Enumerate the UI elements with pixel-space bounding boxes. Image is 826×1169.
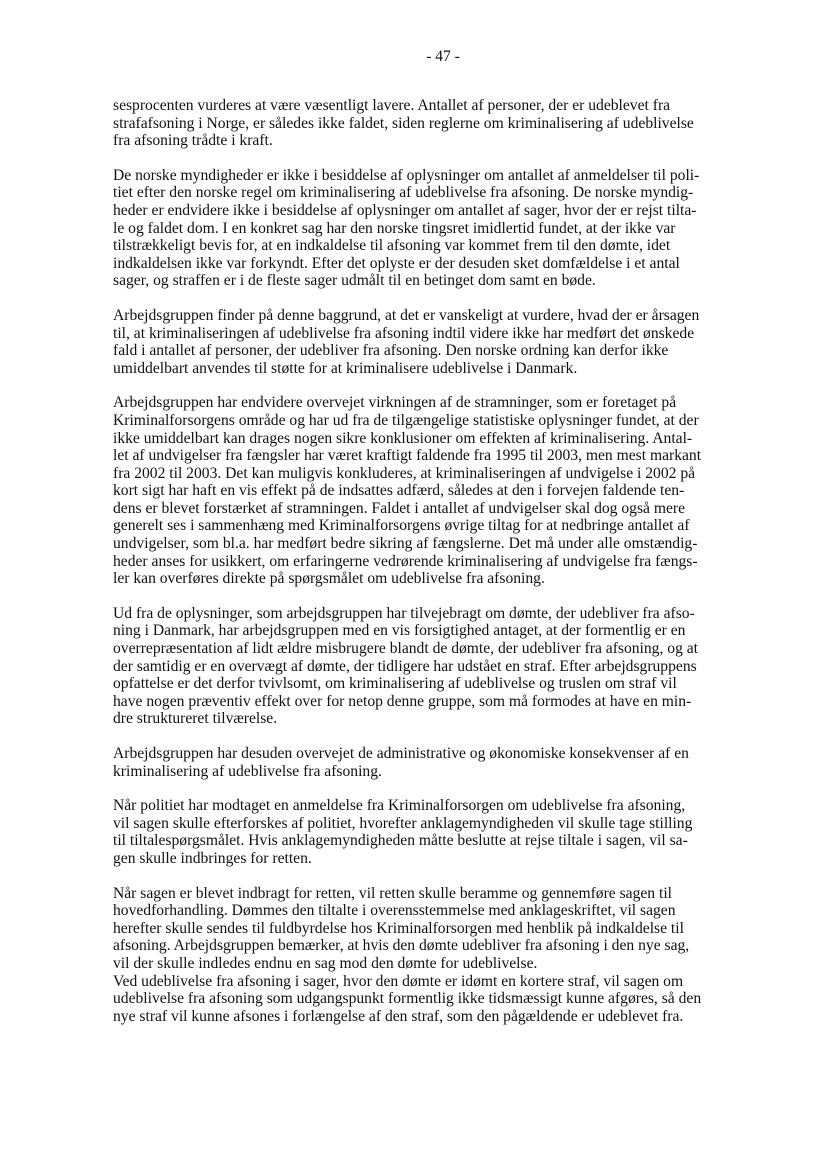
text-line: udeblivelse fra afsoning som udgangspunkt formentlig ikke tidsmæssigt kunne afgøres, så den bbox=[113, 990, 702, 1008]
text-line: ning i Danmark, har arbejdsgruppen med en vis forsigtighed antaget, at der formentlig er en bbox=[113, 622, 686, 640]
paragraph bbox=[113, 973, 745, 1026]
text-line: der samtidig er en overvægt af dømte, der tidligere har udstået en straf. Efter arbejdsgruppens bbox=[113, 657, 697, 675]
text-line: fra afsoning trådte i kraft. bbox=[113, 132, 273, 150]
text-line: tiet efter den norske regel om kriminalisering af udeblivelse fra afsoning. De norske myndig- bbox=[113, 184, 694, 202]
text-line: dre struktureret tilværelse. bbox=[113, 710, 278, 728]
text-line: heder anses for usikkert, om erfaringerne vedrørende kriminalisering af undvigelse fra fængs- bbox=[113, 552, 698, 570]
text-line: kort sigt har haft en vis effekt på de indsattes adfærd, således at den i forvejen faldende ten- bbox=[113, 482, 685, 500]
text-line: Ud fra de oplysninger, som arbejdsgruppen har tilvejebragt om dømte, der udebliver fra afso- bbox=[113, 604, 695, 622]
text-line: hovedforhandling. Dømmes den tiltalte i overensstemmelse med anklageskriftet, vil sagen bbox=[113, 902, 676, 920]
text-line: vil sagen skulle efterforskes af politiet, hvorefter anklagemyndigheden vil skulle tage stilling bbox=[113, 814, 693, 832]
text-line: De norske myndigheder er ikke i besiddelse af oplysninger om antallet af anmeldelser til poli- bbox=[113, 166, 700, 184]
text-line: fald i antallet af personer, der udebliver fra afsoning. Den norske ordning kan derfor ikke bbox=[113, 342, 669, 360]
paragraph bbox=[113, 394, 745, 588]
text-line: have nogen præventiv effekt over for netop denne gruppe, som må formodes at have en min- bbox=[113, 692, 692, 710]
text-line: ikke umiddelbart kan drages nogen sikre konklusioner om effekten af kriminalisering. Antal- bbox=[113, 429, 693, 447]
paragraph bbox=[113, 885, 745, 973]
text-line: opfattelse er det derfor tvivlsomt, om kriminalisering af udeblivelse og truslen om straf vil bbox=[113, 675, 677, 693]
text-line: gen skulle indbringes for retten. bbox=[113, 849, 312, 867]
text-line: Kriminalforsorgens område og har ud fra de tilgængelige statistiske oplysninger fundet, at der bbox=[113, 411, 699, 429]
text-line: til tiltalespørgsmålet. Hvis anklagemyndigheden måtte beslutte at rejse tiltale i sagen, vil sa- bbox=[113, 832, 688, 850]
text-line: Når sagen er blevet indbragt for retten, vil retten skulle beramme og gennemføre sagen til bbox=[113, 884, 672, 902]
text-line: vil der skulle indledes endnu en sag mod den dømte for udeblivelse. bbox=[113, 954, 538, 972]
paragraph bbox=[113, 745, 745, 780]
text-line: ler kan overføres direkte på spørgsmålet om udeblivelse fra afsoning. bbox=[113, 570, 545, 588]
text-line: Arbejdsgruppen finder på denne baggrund, at det er vanskeligt at vurdere, hvad der er årsagen bbox=[113, 306, 700, 324]
text-line: herefter skulle sendes til fuldbyrdelse hos Kriminalforsorgen med henblik på indkaldelse til bbox=[113, 919, 684, 937]
text-line: Arbejdsgruppen har endvidere overvejet virkningen af de stramninger, som er foretaget på bbox=[113, 394, 677, 412]
paragraph bbox=[113, 307, 745, 377]
text-line: dens er blevet forstærket af stramningen. Faldet i antallet af undvigelser skal dog også mere bbox=[113, 499, 686, 517]
text-line: fra 2002 til 2003. Det kan muligvis konkluderes, at kriminaliseringen af undvigelse i 2002 på bbox=[113, 464, 696, 482]
text-line: tilstrækkeligt bevis for, at en indkaldelse til afsoning var kommet frem til den dømte, idet bbox=[113, 237, 671, 255]
text-line: indkaldelsen ikke var forkyndt. Efter det oplyste er der desuden sket domfældelse i et antal bbox=[113, 254, 680, 272]
paragraph bbox=[113, 97, 745, 150]
text-line: let af undvigelser fra fængsler har været kraftigt faldende fra 1995 til 2003, men mest markant bbox=[113, 447, 702, 465]
text-line: strafafsoning i Norge, er således ikke faldet, siden reglerne om kriminalisering af udeblivelse bbox=[113, 114, 694, 132]
page-number: - 47 - bbox=[426, 48, 460, 65]
text-line: umiddelbart anvendes til støtte for at kriminalisere udeblivelse i Danmark. bbox=[113, 359, 578, 377]
paragraph bbox=[113, 167, 745, 290]
text-line: heder er endvidere ikke i besiddelse af oplysninger om antallet af sager, hvor der er rejst tilta- bbox=[113, 201, 697, 219]
text-line: til, at kriminaliseringen af udeblivelse fra afsoning indtil videre ikke har medført det ønskede bbox=[113, 324, 695, 342]
text-line: sesprocenten vurderes at være væsentligt lavere. Antallet af personer, der er udeblevet fra bbox=[113, 97, 671, 114]
text-line: undvigelser, som bl.a. har medført bedre sikring af fængslerne. Det må under alle omstændig- bbox=[113, 535, 698, 553]
text-line: generelt ses i sammenhæng med Kriminalforsorgens øvrige tiltag for at nedbringe antallet af bbox=[113, 517, 690, 535]
text-line: afsoning. Arbejdsgruppen bemærker, at hvis den dømte udebliver fra afsoning i den nye sag, bbox=[113, 937, 690, 955]
paragraph bbox=[113, 797, 745, 867]
paragraph bbox=[113, 605, 745, 728]
text-line: Ved udeblivelse fra afsoning i sager, hvor den dømte er idømt en kortere straf, vil sagen om bbox=[113, 972, 684, 990]
text-line: Når politiet har modtaget en anmeldelse fra Kriminalforsorgen om udeblivelse fra afsoning, bbox=[113, 797, 686, 815]
text-line: nye straf vil kunne afsones i forlængelse af den straf, som den pågældende er udeblevet fra. bbox=[113, 1007, 684, 1025]
document-body bbox=[113, 97, 745, 1042]
text-line: sager, og straffen er i de fleste sager udmålt til en betinget dom samt en bøde. bbox=[113, 272, 596, 290]
text-line: le og faldet dom. I en konkret sag har den norske tingsret imidlertid fundet, at der ikke var bbox=[113, 219, 676, 237]
text-line: overrepræsentation af lidt ældre misbrugere blandt de dømte, der udebliver fra afsoning, og at bbox=[113, 640, 699, 658]
text-line: Arbejdsgruppen har desuden overvejet de administrative og økonomiske konsekvenser af en bbox=[113, 745, 689, 762]
text-line: kriminalisering af udeblivelse fra afsoning. bbox=[113, 762, 382, 780]
